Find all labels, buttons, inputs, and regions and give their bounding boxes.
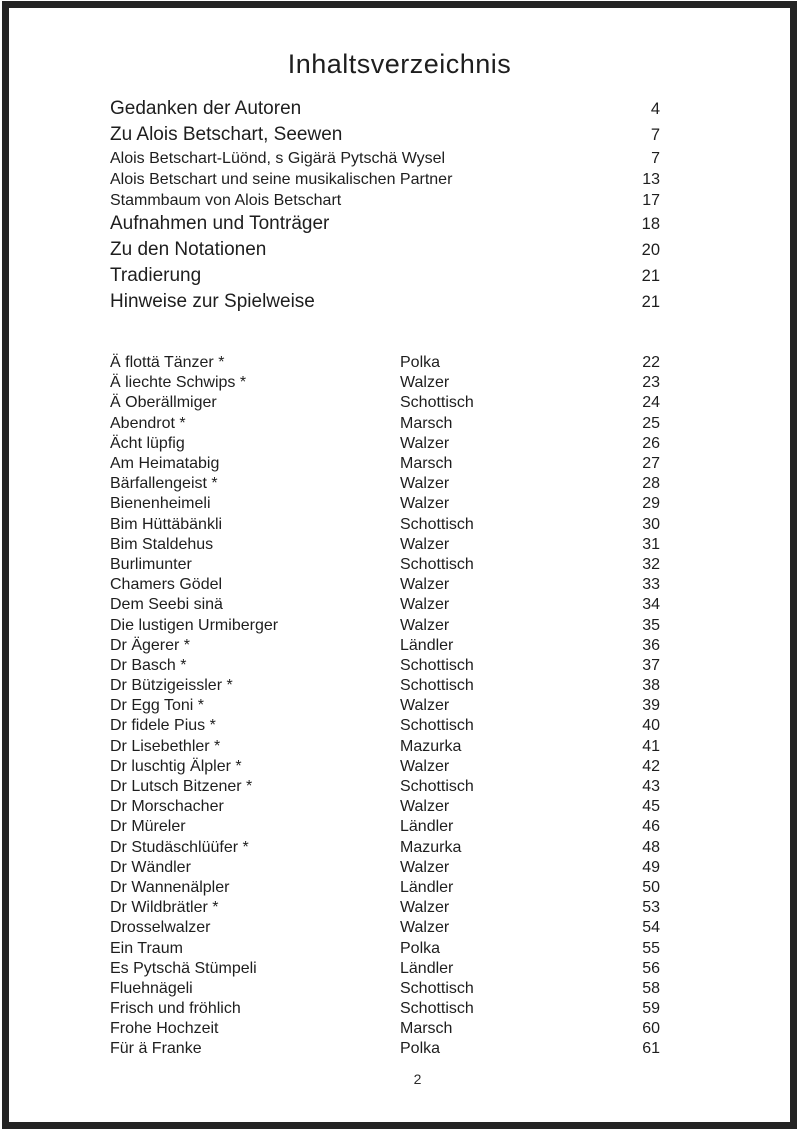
- piece-genre: Mazurka: [400, 838, 462, 856]
- piece-genre: Schottisch: [400, 515, 474, 533]
- piece-genre: Walzer: [400, 757, 450, 775]
- front-sections-list: [110, 96, 660, 315]
- front-entry-page: 17: [642, 191, 660, 209]
- piece-page: 45: [642, 798, 660, 816]
- piece-title: Dem Seebi sinä: [110, 596, 223, 614]
- piece-row: [110, 555, 660, 575]
- piece-page: 43: [642, 778, 660, 796]
- piece-title: Burlimunter: [110, 555, 192, 573]
- piece-row: [110, 1019, 660, 1039]
- piece-row: [110, 716, 660, 736]
- piece-genre: Polka: [400, 354, 441, 372]
- piece-page: 28: [642, 475, 660, 493]
- piece-genre: Polka: [400, 1040, 441, 1058]
- piece-page: 31: [642, 535, 660, 553]
- piece-title: Frisch und fröhlich: [110, 1000, 241, 1018]
- piece-row: [110, 393, 660, 413]
- piece-title: Dr Egg Toni *: [110, 697, 204, 715]
- piece-title: Bienenheimeli: [110, 495, 211, 513]
- piece-title: Dr Ägerer *: [110, 636, 191, 654]
- piece-genre: Mazurka: [400, 737, 462, 755]
- piece-row: [110, 474, 660, 494]
- piece-page: 34: [642, 596, 660, 614]
- front-entry-label: Gedanken der Autoren: [110, 98, 302, 119]
- front-entry-page: 7: [651, 149, 660, 167]
- piece-page: 30: [642, 515, 660, 533]
- piece-title: Ä Oberällmiger: [110, 394, 217, 412]
- piece-title: Dr Wildbrätler *: [110, 899, 219, 917]
- piece-row: [110, 373, 660, 393]
- piece-genre: Walzer: [400, 374, 450, 392]
- piece-page: 32: [642, 555, 660, 573]
- piece-row: [110, 515, 660, 535]
- piece-title: Drosselwalzer: [110, 919, 211, 937]
- piece-title: Dr Basch *: [110, 656, 187, 674]
- piece-page: 38: [642, 677, 660, 695]
- piece-genre: Walzer: [400, 596, 450, 614]
- piece-title: Dr Wändler: [110, 858, 191, 876]
- piece-page: 35: [642, 616, 660, 634]
- page-frame: [2, 1, 797, 1129]
- piece-title: Bim Hüttäbänkli: [110, 515, 223, 533]
- piece-row: [110, 938, 660, 958]
- piece-title: Dr Bützigeissler *: [110, 677, 233, 695]
- piece-page: 54: [642, 919, 660, 937]
- front-entry: [110, 96, 660, 122]
- piece-row: [110, 898, 660, 918]
- piece-title: Ä liechte Schwips *: [110, 374, 247, 392]
- front-entry-label: Aufnahmen und Tonträger: [110, 213, 330, 234]
- piece-row: [110, 575, 660, 595]
- piece-page: 29: [642, 495, 660, 513]
- piece-row: [110, 535, 660, 555]
- piece-title: Dr Morschacher: [110, 798, 224, 816]
- piece-page: 48: [642, 838, 660, 856]
- front-entry-page: 13: [642, 170, 660, 188]
- piece-page: 26: [642, 434, 660, 452]
- piece-title: Die lustigen Urmiberger: [110, 616, 279, 634]
- front-entry: [110, 148, 660, 169]
- piece-page: 53: [642, 899, 660, 917]
- piece-genre: Walzer: [400, 434, 450, 452]
- piece-page: 46: [642, 818, 660, 836]
- piece-genre: Schottisch: [400, 778, 474, 796]
- piece-title: Für ä Franke: [110, 1040, 202, 1058]
- piece-title: Bärfallengeist *: [110, 475, 218, 493]
- piece-genre: Marsch: [400, 1020, 453, 1038]
- piece-title: Ächt lüpfig: [110, 434, 185, 452]
- piece-genre: Ländler: [400, 878, 454, 896]
- piece-genre: Schottisch: [400, 656, 474, 674]
- piece-title: Fluehnägeli: [110, 979, 193, 997]
- front-entry-page: 7: [650, 125, 660, 144]
- page-title: Inhaltsverzeichnis: [287, 49, 512, 79]
- front-entry: [110, 169, 660, 190]
- piece-page: 55: [642, 939, 660, 957]
- piece-genre: Walzer: [400, 495, 450, 513]
- piece-genre: Schottisch: [400, 394, 474, 412]
- piece-row: [110, 878, 660, 898]
- piece-title: Chamers Gödel: [110, 576, 223, 594]
- piece-title: Es Pytschä Stümpeli: [110, 959, 257, 977]
- piece-page: 58: [642, 979, 660, 997]
- piece-row: [110, 918, 660, 938]
- piece-row: [110, 636, 660, 656]
- piece-genre: Walzer: [400, 576, 450, 594]
- piece-page: 25: [642, 414, 660, 432]
- front-entry-page: 18: [641, 214, 660, 233]
- piece-title: Dr luschtig Älpler *: [110, 757, 242, 775]
- front-entry-page: 4: [650, 99, 660, 118]
- piece-genre: Walzer: [400, 798, 450, 816]
- piece-title: Ä flottä Tänzer *: [110, 354, 225, 372]
- piece-genre: Marsch: [400, 455, 453, 473]
- front-entry-page: 20: [641, 240, 660, 259]
- piece-page: 24: [642, 394, 660, 412]
- piece-title: Frohe Hochzeit: [110, 1020, 219, 1038]
- piece-page: 23: [642, 374, 660, 392]
- toc-content: [110, 96, 660, 1060]
- footer-page-number: 2: [413, 1070, 422, 1087]
- piece-genre: Ländler: [400, 636, 454, 654]
- piece-row: [110, 797, 660, 817]
- piece-genre: Walzer: [400, 899, 450, 917]
- piece-title: Ein Traum: [110, 939, 183, 957]
- piece-genre: Schottisch: [400, 677, 474, 695]
- piece-row: [110, 414, 660, 434]
- piece-row: [110, 1039, 660, 1059]
- piece-page: 41: [642, 737, 660, 755]
- piece-row: [110, 656, 660, 676]
- piece-row: [110, 454, 660, 474]
- piece-genre: Walzer: [400, 858, 450, 876]
- piece-page: 61: [642, 1040, 660, 1058]
- piece-page: 50: [642, 878, 660, 896]
- piece-title: Dr Studäschlüüfer *: [110, 838, 249, 856]
- front-entry: [110, 289, 660, 315]
- front-entry-label: Tradierung: [110, 265, 202, 286]
- piece-row: [110, 494, 660, 514]
- piece-genre: Schottisch: [400, 1000, 474, 1018]
- piece-row: [110, 838, 660, 858]
- piece-page: 59: [642, 1000, 660, 1018]
- piece-genre: Walzer: [400, 535, 450, 553]
- front-entry-page: 21: [641, 266, 660, 285]
- piece-genre: Schottisch: [400, 979, 474, 997]
- piece-page: 22: [642, 354, 660, 372]
- piece-page: 27: [642, 455, 660, 473]
- piece-page: 49: [642, 858, 660, 876]
- piece-genre: Walzer: [400, 475, 450, 493]
- piece-row: [110, 696, 660, 716]
- pieces-list: [110, 353, 660, 1060]
- piece-genre: Marsch: [400, 414, 453, 432]
- front-entry-label: Stammbaum von Alois Betschart: [110, 191, 342, 209]
- piece-page: 56: [642, 959, 660, 977]
- front-entry: [110, 263, 660, 289]
- piece-row: [110, 595, 660, 615]
- piece-row: [110, 615, 660, 635]
- piece-genre: Schottisch: [400, 555, 474, 573]
- piece-row: [110, 353, 660, 373]
- piece-genre: Walzer: [400, 697, 450, 715]
- piece-genre: Polka: [400, 939, 441, 957]
- piece-genre: Walzer: [400, 919, 450, 937]
- piece-row: [110, 676, 660, 696]
- piece-page: 36: [642, 636, 660, 654]
- piece-title: Dr Lisebethler *: [110, 737, 221, 755]
- front-entry-label: Alois Betschart-Lüönd, s Gigärä Pytschä Wysel: [110, 149, 446, 167]
- front-entry: [110, 122, 660, 148]
- piece-row: [110, 817, 660, 837]
- piece-page: 33: [642, 576, 660, 594]
- front-entry-label: Zu Alois Betschart, Seewen: [110, 124, 343, 145]
- piece-genre: Ländler: [400, 959, 454, 977]
- piece-title: Dr Lutsch Bitzener *: [110, 778, 253, 796]
- piece-page: 37: [642, 656, 660, 674]
- piece-row: [110, 757, 660, 777]
- front-entry-label: Zu den Notationen: [110, 239, 267, 260]
- piece-page: 42: [642, 757, 660, 775]
- front-entry: [110, 190, 660, 211]
- piece-row: [110, 959, 660, 979]
- piece-genre: Schottisch: [400, 717, 474, 735]
- piece-title: Dr Müreler: [110, 818, 186, 836]
- front-entry-page: 21: [641, 292, 660, 311]
- piece-page: 60: [642, 1020, 660, 1038]
- front-entry-label: Alois Betschart und seine musikalischen Partner: [110, 170, 453, 188]
- piece-title: Bim Staldehus: [110, 535, 214, 553]
- piece-row: [110, 858, 660, 878]
- piece-row: [110, 999, 660, 1019]
- piece-title: Abendrot *: [110, 414, 186, 432]
- piece-title: Dr Wannenälpler: [110, 878, 230, 896]
- piece-row: [110, 777, 660, 797]
- front-entry: [110, 237, 660, 263]
- piece-page: 40: [642, 717, 660, 735]
- piece-title: Am Heimatabig: [110, 455, 220, 473]
- front-entry-label: Hinweise zur Spielweise: [110, 291, 315, 312]
- piece-page: 39: [642, 697, 660, 715]
- piece-genre: Ländler: [400, 818, 454, 836]
- piece-row: [110, 737, 660, 757]
- piece-title: Dr fidele Pius *: [110, 717, 216, 735]
- piece-row: [110, 434, 660, 454]
- piece-row: [110, 979, 660, 999]
- piece-genre: Walzer: [400, 616, 450, 634]
- front-entry: [110, 211, 660, 237]
